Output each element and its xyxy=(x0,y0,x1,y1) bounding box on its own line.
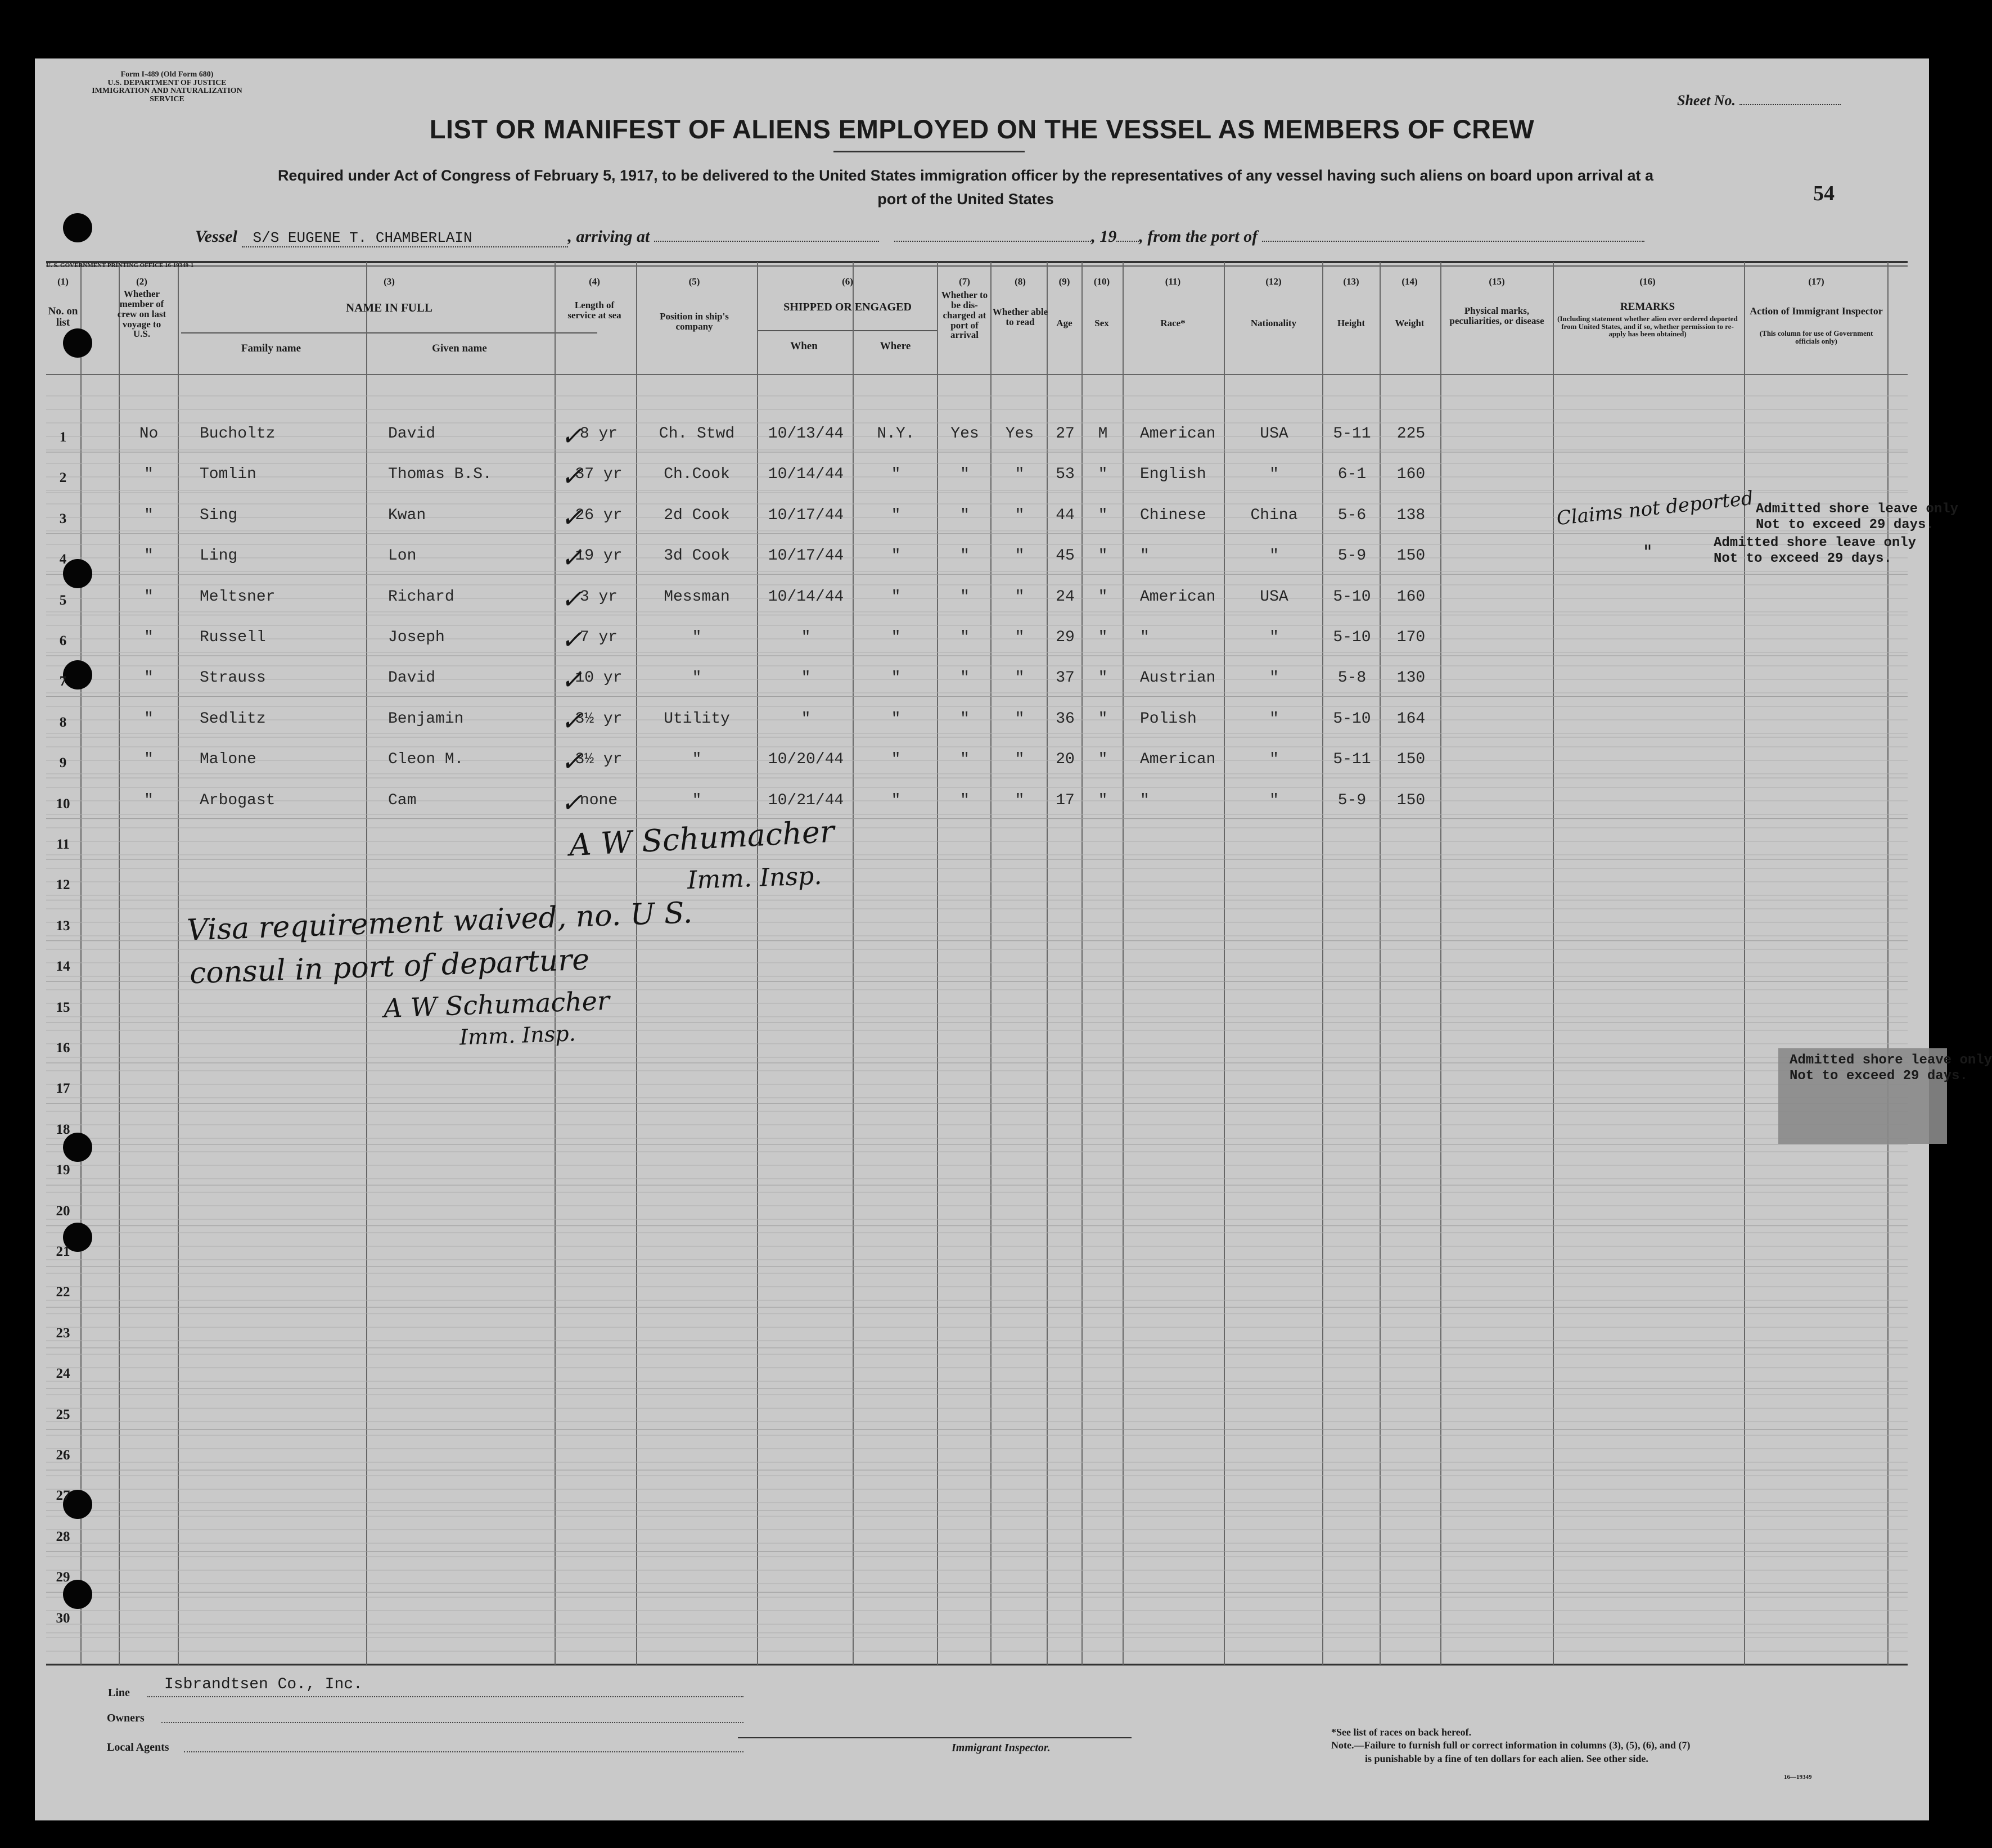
row-number: 28 xyxy=(56,1529,70,1544)
vessel-name: S/S EUGENE T. CHAMBERLAIN xyxy=(242,229,568,247)
col6-num: (6) xyxy=(842,276,853,287)
cell-position: " xyxy=(692,669,702,687)
cell-height: 6-1 xyxy=(1337,466,1367,484)
cell-disch: " xyxy=(960,588,970,606)
cell-where: N.Y. xyxy=(877,425,915,443)
cell-nat: " xyxy=(1269,751,1279,769)
row-number: 4 xyxy=(59,552,67,567)
penalty-note-1: Note.—Failure to furnish full or correct information in columns (3), (5), (6), and (7) xyxy=(1331,1739,1691,1751)
col13-num: (13) xyxy=(1343,276,1359,287)
cell-height: 5-9 xyxy=(1337,547,1367,565)
cell-age: 20 xyxy=(1056,751,1075,769)
cell-weight: 160 xyxy=(1396,588,1426,606)
cell-when: 10/14/44 xyxy=(768,466,844,484)
col3-label: NAME IN FULL xyxy=(345,301,432,314)
cell-position: " xyxy=(692,751,702,769)
cell-given: Richard xyxy=(388,588,454,606)
row-number: 11 xyxy=(56,837,70,852)
row-number: 25 xyxy=(56,1407,70,1422)
cell-sex: " xyxy=(1098,669,1108,687)
col11-label: Race* xyxy=(1160,318,1186,328)
cell-age: 27 xyxy=(1056,425,1075,443)
cell-where: " xyxy=(891,629,901,646)
visa-waiver-line-1: Visa requirement waived, no. U S. xyxy=(186,896,693,948)
col10-num: (10) xyxy=(1093,276,1110,287)
col17-num: (17) xyxy=(1808,276,1824,287)
row-number: 14 xyxy=(56,959,70,975)
cell-read: " xyxy=(1015,588,1025,606)
cell-age: 36 xyxy=(1056,710,1075,728)
cell-service: 3 yr xyxy=(579,588,618,606)
row-number: 13 xyxy=(56,918,70,934)
cell-disch: " xyxy=(960,751,970,769)
col3-family: Family name xyxy=(241,342,301,354)
page-number: 54 xyxy=(1813,182,1835,205)
col12-num: (12) xyxy=(1265,276,1282,287)
cell-service: none xyxy=(579,791,618,809)
cell-when: " xyxy=(801,710,811,728)
cell-where: " xyxy=(891,588,901,606)
cell-nat: " xyxy=(1269,791,1279,809)
cell-sex: " xyxy=(1098,751,1108,769)
printing-office: U. S. GOVERNMENT PRINTING OFFICE 16-19349-1 xyxy=(46,262,194,269)
cell-weight: 225 xyxy=(1396,425,1426,443)
footer-agents-label: Local Agents xyxy=(107,1741,169,1754)
cell-nat: USA xyxy=(1260,588,1288,606)
footer-line-label: Line xyxy=(108,1687,130,1699)
title-rule xyxy=(833,151,1025,152)
cell-age: 29 xyxy=(1056,629,1075,646)
shore-leave-stamp-3: Admitted shore leave only Not to exceed 29 days. xyxy=(1790,1053,1992,1084)
footer-owners-label: Owners xyxy=(107,1712,145,1724)
cell-where: " xyxy=(891,547,901,565)
cell-family: Strauss xyxy=(200,669,266,687)
check-mark-icon: ✓ xyxy=(561,787,583,818)
cell-given: Cam xyxy=(388,791,417,809)
cell-disch: " xyxy=(960,669,970,687)
col2-num: (2) xyxy=(136,276,147,287)
row-number: 19 xyxy=(56,1162,70,1178)
col15-label: Physical marks, peculiarities, or disease xyxy=(1449,305,1544,326)
row-number: 24 xyxy=(56,1366,70,1382)
row-number: 26 xyxy=(56,1448,70,1463)
cell-race: American xyxy=(1140,588,1216,606)
row-number: 12 xyxy=(56,877,70,893)
cell-prev: " xyxy=(144,710,154,728)
cell-given: David xyxy=(388,425,436,443)
cell-when: 10/17/44 xyxy=(768,547,844,565)
cell-sex: " xyxy=(1098,588,1108,606)
col16-sub: (Including statement whether alien ever ordered deported from United States, and if so, whether permission to re-apply has been obtained) xyxy=(1557,314,1738,339)
row-number: 29 xyxy=(56,1570,70,1585)
col7-label: Whether to be dis-charged at port of arrival xyxy=(941,290,988,341)
cell-height: 5-8 xyxy=(1337,669,1367,687)
cell-read: " xyxy=(1015,547,1025,565)
cell-age: 24 xyxy=(1056,588,1075,606)
races-note: *See list of races on back hereof. xyxy=(1331,1727,1472,1738)
cell-when: " xyxy=(801,629,811,646)
cell-prev: " xyxy=(144,547,154,565)
cell-position: Messman xyxy=(664,588,730,606)
cell-nat: " xyxy=(1269,547,1279,565)
cell-where: " xyxy=(891,710,901,728)
col3-given: Given name xyxy=(432,342,487,354)
cell-prev: No xyxy=(139,425,159,443)
cell-prev: " xyxy=(144,751,154,769)
remarks-handwritten: Claims not deported xyxy=(1555,486,1755,530)
cell-race: " xyxy=(1140,791,1150,809)
col16-label: REMARKS xyxy=(1620,301,1675,313)
cell-when: 10/21/44 xyxy=(768,791,844,809)
cell-service: 7 yr xyxy=(579,629,618,646)
row-number: 22 xyxy=(56,1284,70,1300)
col6-when: When xyxy=(790,340,818,352)
cell-race: Chinese xyxy=(1140,506,1206,524)
check-mark-icon: ✓ xyxy=(561,705,583,736)
row-number: 3 xyxy=(59,511,67,526)
col3-num: (3) xyxy=(384,276,395,287)
cell-read: " xyxy=(1015,751,1025,769)
cell-position: Ch. Stwd xyxy=(659,425,735,443)
cell-disch: " xyxy=(960,466,970,484)
page-title: LIST OR MANIFEST OF ALIENS EMPLOYED ON THE VESSEL AS MEMBERS OF CREW xyxy=(429,114,1535,144)
cell-read: " xyxy=(1015,466,1025,484)
cell-read: " xyxy=(1015,710,1025,728)
cell-prev: " xyxy=(144,669,154,687)
col1-label: No. on list xyxy=(48,305,78,328)
cell-service: 26 yr xyxy=(575,506,623,524)
row-number: 6 xyxy=(59,633,67,648)
cell-family: Ling xyxy=(200,547,238,565)
cell-service: 10 yr xyxy=(575,669,623,687)
check-mark-icon: ✓ xyxy=(561,665,583,696)
cell-nat: USA xyxy=(1260,425,1288,443)
cell-position: 3d Cook xyxy=(664,547,730,565)
check-mark-icon: ✓ xyxy=(561,543,583,574)
cell-weight: 150 xyxy=(1396,791,1426,809)
signature-2-name: A W Schumacher xyxy=(383,985,610,1024)
form-id-block xyxy=(74,71,260,104)
cell-read: " xyxy=(1015,669,1025,687)
cell-given: Benjamin xyxy=(388,710,464,728)
cell-family: Russell xyxy=(200,629,266,646)
cell-position: " xyxy=(692,791,702,809)
cell-age: 44 xyxy=(1056,506,1075,524)
cell-nat: " xyxy=(1269,669,1279,687)
col8-label: Whether able to read xyxy=(992,307,1048,327)
cell-family: Tomlin xyxy=(200,466,256,484)
form-code: 16—19349 xyxy=(1784,1774,1812,1781)
row-number: 1 xyxy=(59,430,67,445)
check-mark-icon: ✓ xyxy=(561,624,583,655)
cell-sex: " xyxy=(1098,506,1108,524)
cell-where: " xyxy=(891,466,901,484)
signature-2-title: Imm. Insp. xyxy=(459,1021,576,1050)
cell-position: Ch.Cook xyxy=(664,466,730,484)
cell-prev: " xyxy=(144,588,154,606)
sheet-number-label: Sheet No. xyxy=(1677,92,1841,109)
cell-weight: 164 xyxy=(1396,710,1426,728)
row-number: 15 xyxy=(56,999,70,1015)
cell-when: " xyxy=(801,669,811,687)
col5-num: (5) xyxy=(688,276,700,287)
cell-given: Kwan xyxy=(388,506,426,524)
cell-sex: " xyxy=(1098,791,1108,809)
cell-disch: " xyxy=(960,710,970,728)
check-mark-icon: ✓ xyxy=(561,421,583,451)
cell-disch: " xyxy=(960,791,970,809)
check-mark-icon: ✓ xyxy=(561,502,583,533)
col6-where: Where xyxy=(880,340,911,352)
cell-sex: " xyxy=(1098,466,1108,484)
cell-sex: M xyxy=(1098,425,1108,443)
cell-when: 10/14/44 xyxy=(768,588,844,606)
cell-where: " xyxy=(891,791,901,809)
cell-service: 37 yr xyxy=(575,466,623,484)
cell-height: 5-9 xyxy=(1337,791,1367,809)
footer-line-value: Isbrandtsen Co., Inc. xyxy=(164,1676,363,1693)
cell-service: 3½ yr xyxy=(575,710,623,728)
cell-read: " xyxy=(1015,791,1025,809)
check-mark-icon: ✓ xyxy=(561,461,583,492)
cell-weight: 150 xyxy=(1396,751,1426,769)
cell-read: Yes xyxy=(1005,425,1034,443)
col4-num: (4) xyxy=(589,276,600,287)
row-number: 7 xyxy=(59,674,67,689)
row-number: 21 xyxy=(56,1244,70,1259)
punch-hole xyxy=(63,213,92,242)
cell-age: 45 xyxy=(1056,547,1075,565)
cell-race: Austrian xyxy=(1140,669,1216,687)
remarks-ditto: " xyxy=(1643,541,1652,564)
col9-label: Age xyxy=(1056,318,1072,328)
cell-height: 5-6 xyxy=(1337,506,1367,524)
cell-sex: " xyxy=(1098,629,1108,646)
col16-num: (16) xyxy=(1639,276,1656,287)
cell-family: Sedlitz xyxy=(200,710,266,728)
cell-disch: " xyxy=(960,629,970,646)
cell-service: 8 yr xyxy=(579,425,618,443)
col7-num: (7) xyxy=(959,276,970,287)
footer-notes xyxy=(1331,1726,1690,1765)
cell-disch: Yes xyxy=(950,425,979,443)
cell-family: Arbogast xyxy=(200,791,276,809)
row-number: 16 xyxy=(56,1040,70,1056)
cell-sex: " xyxy=(1098,710,1108,728)
cell-nat: " xyxy=(1269,710,1279,728)
cell-nat: " xyxy=(1269,466,1279,484)
row-number: 20 xyxy=(56,1203,70,1219)
cell-read: " xyxy=(1015,629,1025,646)
col13-label: Height xyxy=(1337,318,1365,328)
check-mark-icon: ✓ xyxy=(561,583,583,614)
row-number: 5 xyxy=(59,592,67,608)
row-number: 27 xyxy=(56,1488,70,1504)
cell-weight: 170 xyxy=(1396,629,1426,646)
cell-family: Sing xyxy=(200,506,238,524)
cell-weight: 138 xyxy=(1396,506,1426,524)
cell-when: 10/20/44 xyxy=(768,751,844,769)
col8-num: (8) xyxy=(1015,276,1026,287)
cell-where: " xyxy=(891,669,901,687)
visa-waiver-line-2: consul in port of departure xyxy=(189,943,590,991)
row-number: 9 xyxy=(59,755,67,771)
row-number: 17 xyxy=(56,1081,70,1097)
cell-sex: " xyxy=(1098,547,1108,565)
row-number: 10 xyxy=(56,796,70,812)
cell-age: 37 xyxy=(1056,669,1075,687)
cell-height: 5-10 xyxy=(1333,588,1371,606)
service: IMMIGRATION AND NATURALIZATION SERVICE xyxy=(92,87,242,104)
cell-read: " xyxy=(1015,506,1025,524)
col17-sub: (This column for use of Government officials only) xyxy=(1759,329,1873,345)
row-number: 23 xyxy=(56,1325,70,1341)
col1-num: (1) xyxy=(57,276,69,287)
col15-num: (15) xyxy=(1489,276,1505,287)
col4-label: Length of service at sea xyxy=(567,300,621,321)
col6-label: SHIPPED OR ENGAGED xyxy=(783,301,912,313)
subtitle: Required under Act of Congress of February 5, 1917, to be delivered to the United States immigration officer by the representatives of any vessel having such aliens on board upon arrival at a port of the United States xyxy=(277,167,1654,208)
cell-weight: 160 xyxy=(1396,466,1426,484)
signature-1-name: A W Schumacher xyxy=(568,813,836,863)
cell-position: 2d Cook xyxy=(664,506,730,524)
inspector-label: Immigrant Inspector. xyxy=(952,1742,1051,1754)
vessel-line: Vessel S/S EUGENE T. CHAMBERLAIN , arriving at , 19 , from the port of xyxy=(195,227,1644,247)
cell-height: 5-11 xyxy=(1333,425,1371,443)
cell-age: 17 xyxy=(1056,791,1075,809)
col2-label: Whether member of crew on last voyage to U.S. xyxy=(117,289,166,340)
cell-prev: " xyxy=(144,791,154,809)
col9-num: (9) xyxy=(1058,276,1070,287)
cell-age: 53 xyxy=(1056,466,1075,484)
cell-service: 19 yr xyxy=(575,547,623,565)
cell-height: 5-11 xyxy=(1333,751,1371,769)
shore-leave-stamp-1: Admitted shore leave only Not to exceed 29 days. xyxy=(1756,502,1959,533)
cell-race: English xyxy=(1140,466,1206,484)
cell-prev: " xyxy=(144,629,154,646)
cell-prev: " xyxy=(144,466,154,484)
col17-label: Action of Immigrant Inspector xyxy=(1750,305,1883,317)
cell-race: American xyxy=(1140,751,1216,769)
cell-weight: 130 xyxy=(1396,669,1426,687)
col10-label: Sex xyxy=(1094,318,1109,328)
cell-position: " xyxy=(692,629,702,646)
check-mark-icon: ✓ xyxy=(561,746,583,777)
row-number: 8 xyxy=(59,714,67,730)
cell-family: Meltsner xyxy=(200,588,276,606)
cell-height: 5-10 xyxy=(1333,710,1371,728)
row-number: 30 xyxy=(56,1610,70,1626)
cell-nat: China xyxy=(1250,506,1298,524)
cell-given: Cleon M. xyxy=(388,751,464,769)
cell-when: 10/17/44 xyxy=(768,506,844,524)
cell-family: Malone xyxy=(200,751,256,769)
col5-label: Position in ship's company xyxy=(660,311,729,332)
row-number: 2 xyxy=(59,470,67,486)
cell-height: 5-10 xyxy=(1333,629,1371,646)
cell-where: " xyxy=(891,751,901,769)
cell-given: Joseph xyxy=(388,629,445,646)
cell-disch: " xyxy=(960,547,970,565)
cell-when: 10/13/44 xyxy=(768,425,844,443)
row-number: 18 xyxy=(56,1121,70,1137)
cell-given: Thomas B.S. xyxy=(388,466,492,484)
cell-nat: " xyxy=(1269,629,1279,646)
col12-label: Nationality xyxy=(1250,318,1297,328)
manifest-sheet xyxy=(35,58,1992,1820)
cell-weight: 150 xyxy=(1396,547,1426,565)
form-id: Form I-489 (Old Form 680) xyxy=(120,70,214,79)
cell-race: " xyxy=(1140,629,1150,646)
cell-position: Utility xyxy=(664,710,730,728)
cell-given: Lon xyxy=(388,547,417,565)
punch-hole xyxy=(63,328,92,358)
cell-prev: " xyxy=(144,506,154,524)
cell-given: David xyxy=(388,669,436,687)
col11-num: (11) xyxy=(1165,276,1181,287)
cell-race: Polish xyxy=(1140,710,1197,728)
cell-race: " xyxy=(1140,547,1150,565)
col14-label: Weight xyxy=(1395,318,1425,328)
cell-service: 3½ yr xyxy=(575,751,623,769)
shore-leave-stamp-2: Admitted shore leave only Not to exceed 29 days. xyxy=(1714,535,1917,566)
signature-1-title: Imm. Insp. xyxy=(687,861,823,895)
cell-race: American xyxy=(1140,425,1216,443)
penalty-note-2: is punishable by a fine of ten dollars for each alien. See other side. xyxy=(1365,1752,1648,1764)
cell-where: " xyxy=(891,506,901,524)
cell-disch: " xyxy=(960,506,970,524)
cell-family: Bucholtz xyxy=(200,425,276,443)
department: U.S. DEPARTMENT OF JUSTICE xyxy=(107,78,227,87)
col14-num: (14) xyxy=(1401,276,1418,287)
